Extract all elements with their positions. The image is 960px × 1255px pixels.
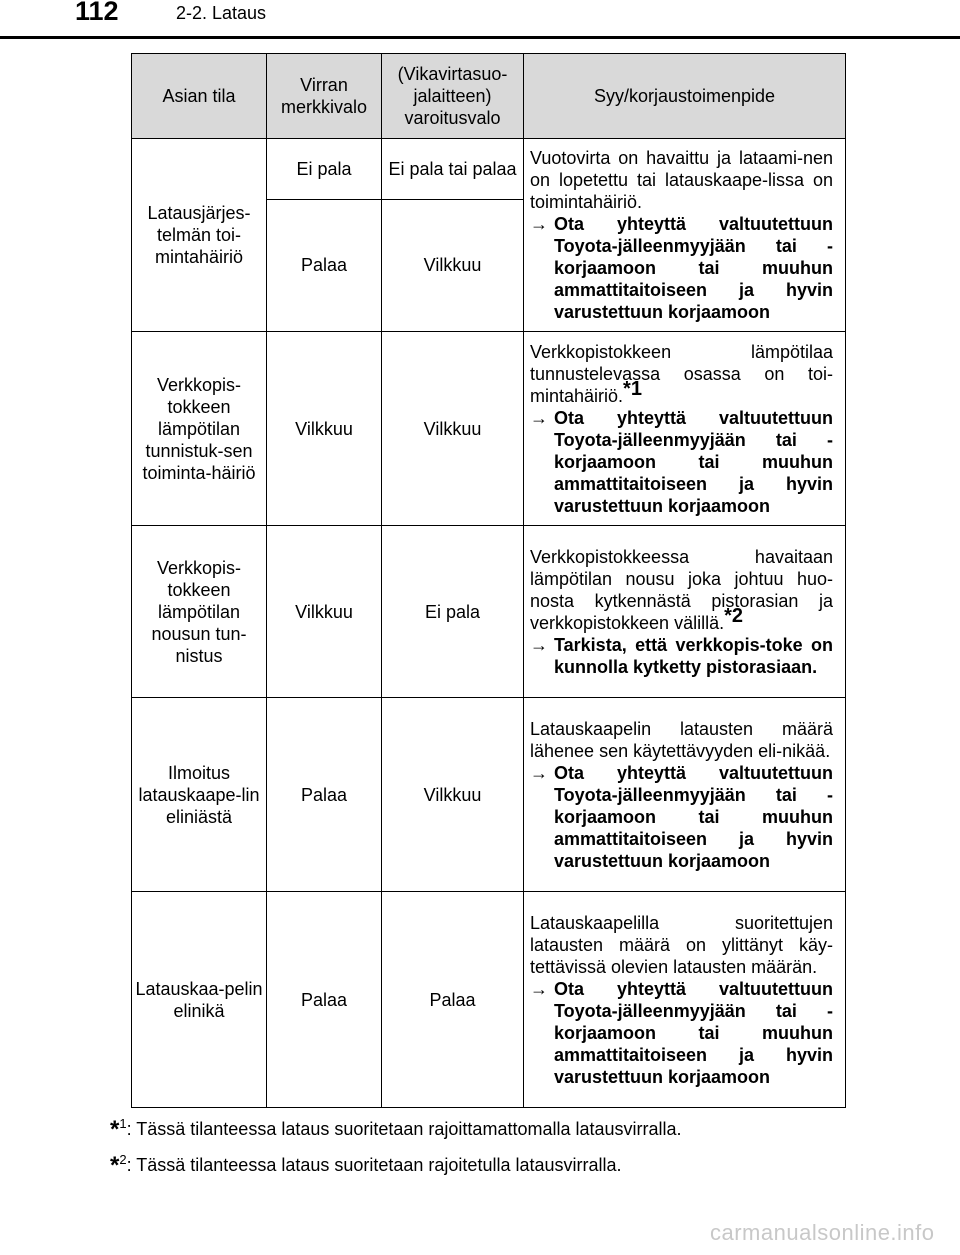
cause-text: Verkkopistokkeessa havaitaan lämpötilan nousu joka johtuu huo-nosta kytkennästä pistorasian ja verkkopistokkeen välillä.: [530, 546, 833, 633]
power-light-cell: Palaa: [267, 892, 382, 1108]
page-number: 112: [75, 0, 119, 26]
table-row: [132, 139, 846, 200]
action-instruction: [530, 213, 833, 323]
table-row: [132, 526, 846, 698]
power-light-cell: Palaa: [267, 199, 382, 331]
warning-light-cell: Ei pala: [382, 526, 524, 698]
action-text: Ota yhteyttä valtuutettuun Toyota-jälleenmyyjään tai -korjaamoon tai muuhun ammattitaitoiseen ja hyvin varustettuun korjaamoon: [554, 762, 833, 871]
action-text: Ota yhteyttä valtuutettuun Toyota-jälleenmyyjään tai -korjaamoon tai muuhun ammattitaitoiseen ja hyvin varustettuun korjaamoon: [554, 407, 833, 516]
cause-cell: [524, 139, 846, 332]
footnote-1: [110, 1116, 682, 1144]
header-rule: [0, 36, 960, 39]
power-light-cell: Ei pala: [267, 139, 382, 200]
table-row: [132, 698, 846, 892]
cause-text: Verkkopistokkeen lämpötilaa tunnustelevassa osassa on toi-mintahäiriö.: [530, 341, 833, 406]
page-header: [0, 0, 960, 40]
footnote-star: *$^2$: [110, 1152, 127, 1179]
footnote-ref: *2: [724, 604, 743, 627]
state-cell: Ilmoitus latauskaape-lin eliniästä: [132, 698, 267, 892]
cause-cell: [524, 698, 846, 892]
arrow-icon: →: [530, 214, 548, 234]
arrow-icon: →: [530, 634, 548, 655]
arrow-icon: →: [530, 407, 548, 428]
warning-light-cell: Vilkkuu: [382, 199, 524, 331]
footnote-2: [110, 1152, 622, 1180]
table-row: [132, 892, 846, 1108]
table-row: [132, 332, 846, 526]
action-instruction: [530, 978, 833, 1088]
cause-text: Vuotovirta on havaittu ja lataami-nen on lopetettu tai latauskaape-lissa on toimintahäiriö.: [530, 148, 833, 212]
warning-light-cell: Palaa: [382, 892, 524, 1108]
arrow-icon: →: [530, 978, 548, 999]
cause-cell: [524, 892, 846, 1108]
footnote-ref: *1: [623, 377, 642, 400]
cause-cell: [524, 332, 846, 526]
action-instruction: [530, 407, 833, 517]
power-light-cell: Vilkkuu: [267, 526, 382, 698]
state-cell: Verkkopis-tokkeen lämpötilan nousun tun-nistus: [132, 526, 267, 698]
footnote-star: *$^1$: [110, 1116, 127, 1143]
state-cell: Latauskaa-pelin elinikä: [132, 892, 267, 1108]
footnote-text: : Tässä tilanteessa lataus suoritetaan rajoittamattomalla latausvirralla.: [126, 1119, 682, 1139]
warning-light-cell: Vilkkuu: [382, 698, 524, 892]
action-text: Ota yhteyttä valtuutettuun Toyota-jälleenmyyjään tai -korjaamoon tai muuhun ammattitaitoiseen ja hyvin varustettuun korjaamoon: [554, 978, 833, 1087]
section-title: 2-2. Lataus: [176, 3, 267, 23]
action-text: Ota yhteyttä valtuutettuun Toyota-jälleenmyyjään tai -korjaamoon tai muuhun ammattitaitoiseen ja hyvin varustettuun korjaamoon: [554, 214, 833, 322]
cause-cell: [524, 526, 846, 698]
state-cell: Verkkopis-tokkeen lämpötilan tunnistuk-sen toiminta-häiriö: [132, 332, 267, 526]
power-light-cell: Vilkkuu: [267, 332, 382, 526]
action-instruction: [530, 634, 833, 678]
column-header-state: Asian tila: [132, 54, 267, 139]
footnote-text: : Tässä tilanteessa lataus suoritetaan rajoitetulla latausvirralla.: [126, 1155, 622, 1175]
warning-light-cell: Vilkkuu: [382, 332, 524, 526]
power-light-cell: Palaa: [267, 698, 382, 892]
table-header-row: [132, 54, 846, 139]
charging-status-table: [131, 53, 846, 1108]
cause-text: Latauskaapelin latausten määrä lähenee sen käytettävyyden eli-nikää.: [530, 718, 833, 761]
warning-light-cell: Ei pala tai palaa: [382, 139, 524, 200]
column-header-power-light: Virran merkkivalo: [267, 54, 382, 139]
cause-text: Latauskaapelilla suoritettujen latausten määrä on ylittänyt käy-tettävissä olevien latausten määrän.: [530, 912, 833, 977]
watermark: carmanualsonline.info: [710, 1220, 935, 1245]
column-header-warning-light: (Vikavirtasuo-jalaitteen) varoitusvalo: [382, 54, 524, 139]
action-instruction: [530, 762, 833, 872]
state-cell: Latausjärjes-telmän toi-mintahäiriö: [132, 139, 267, 332]
arrow-icon: →: [530, 762, 548, 783]
action-text: Tarkista, että verkkopis-toke on kunnolla kytketty pistorasiaan.: [554, 634, 833, 677]
column-header-cause: Syy/korjaustoimenpide: [524, 54, 846, 139]
